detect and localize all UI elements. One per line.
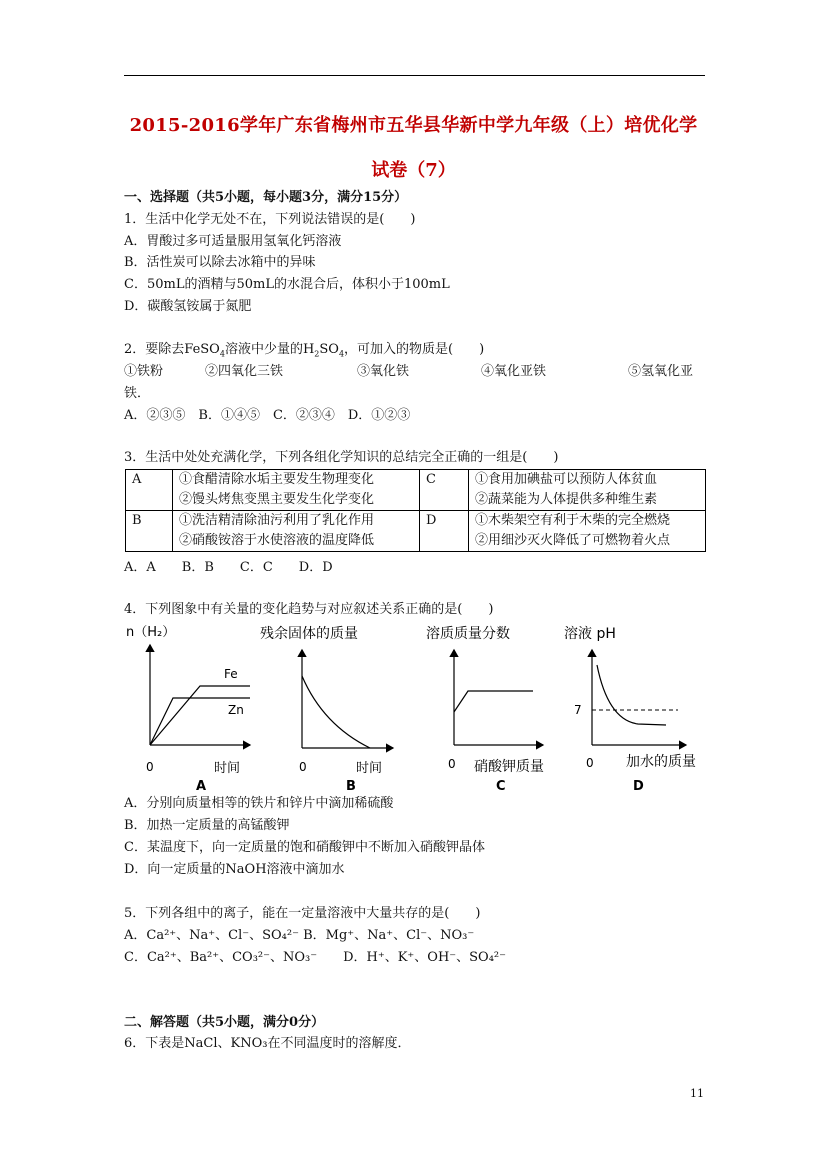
graph-d-origin: 0 <box>586 756 594 770</box>
q2-items <box>124 364 704 380</box>
graph-b-origin: 0 <box>299 760 307 774</box>
q4-option-a: A．分别向质量相等的铁片和锌片中滴加稀硫酸 <box>124 796 394 811</box>
graph-a-letter: A <box>196 779 207 794</box>
graph-a-xlabel: 时间 <box>214 761 241 776</box>
q3-cell-d: ①木柴架空有利于木柴的完全燃烧 ②用细沙灭火降低了可燃物着火点 <box>469 511 706 552</box>
graph-a-ylabel: n（H₂） <box>126 625 176 640</box>
q1-option-d: D．碳酸氢铵属于氮肥 <box>124 299 252 314</box>
graph-a <box>126 625 250 794</box>
graph-b-ylabel: 残余固体的质量 <box>260 626 358 642</box>
graph-d <box>564 625 696 794</box>
q3-cell-a: ①食醋清除水垢主要发生物理变化 ②馒头烤焦变黑主要发生化学变化 <box>173 470 420 511</box>
q5-stem: 5．下列各组中的离子，能在一定量溶液中大量共存的是( ) <box>124 906 481 921</box>
q3-cell-d-label: D <box>420 511 469 552</box>
q4-graphs <box>118 620 718 798</box>
q2-item-5: ⑤氢氧化亚 <box>628 364 694 379</box>
q1-option-a: A．胃酸过多可适量服用氢氧化钙溶液 <box>124 234 342 249</box>
q5-options-cd: C．Ca²⁺、Ba²⁺、CO₃²⁻、NO₃⁻ D．H⁺、K⁺、OH⁻、SO₄²⁻ <box>124 950 506 965</box>
document-title-line1: 2015-2016学年广东省梅州市五华县华新中学九年级（上）培优化学 <box>129 115 698 136</box>
q2-item-4: ④氧化亚铁 <box>481 364 547 379</box>
q4-option-d: D．向一定质量的NaOH溶液中滴加水 <box>124 862 345 877</box>
q3-cell-c-label: C <box>420 470 469 511</box>
q2-item-1: ①铁粉 <box>124 364 164 379</box>
graph-c-letter: C <box>496 779 506 794</box>
graph-c-curve <box>454 691 533 712</box>
q4-option-c: C．某温度下，向一定质量的饱和硝酸钾中不断加入硝酸钾晶体 <box>124 840 485 855</box>
graph-b-curve <box>302 676 370 748</box>
q3-table <box>125 469 706 552</box>
q4-option-b: B．加热一定质量的高锰酸钾 <box>124 818 290 833</box>
graph-b <box>260 625 393 794</box>
q3-cell-c: ①食用加碘盐可以预防人体贫血 ②蔬菜能为人体提供多种维生素 <box>469 470 706 511</box>
q2-items-cont: 铁． <box>124 386 151 401</box>
graph-d-mark-7: 7 <box>574 703 582 717</box>
q6-stem: 6．下表是NaCl、KNO₃在不同温度时的溶解度． <box>124 1036 411 1051</box>
header-rule <box>124 75 705 76</box>
q1-option-c: C．50mL的酒精与50mL的水混合后，体积小于100mL <box>124 277 450 292</box>
graph-d-letter: D <box>633 779 644 794</box>
graph-c-xlabel: 硝酸钾质量 <box>474 759 544 775</box>
q3-choices: A．A B．B C．C D．D <box>124 560 333 575</box>
q5-options-ab: A．Ca²⁺、Na⁺、Cl⁻、SO₄²⁻ B．Mg⁺、Na⁺、Cl⁻、NO₃⁻ <box>124 928 475 943</box>
graph-a-zn-label: Zn <box>228 703 244 717</box>
q1-stem: 1．生活中化学无处不在，下列说法错误的是( ) <box>124 212 416 227</box>
graph-a-fe-label: Fe <box>224 667 238 681</box>
q2-stem: 2．要除去FeSO$_4$溶液中少量的$H_2SO_4$，可加入的物质是( ) <box>124 342 485 359</box>
section2-heading: 二、解答题（共5小题，满分0分） <box>124 1015 325 1030</box>
graph-d-curve <box>597 665 666 725</box>
q2-item-3: ③氧化铁 <box>357 364 410 379</box>
graph-c-ylabel: 溶质质量分数 <box>426 626 510 642</box>
q2-item-2: ②四氧化三铁 <box>205 364 284 379</box>
graph-b-letter: B <box>346 779 356 794</box>
graph-d-ylabel: 溶液 pH <box>564 626 616 642</box>
q3-stem: 3．生活中处处充满化学，下列各组化学知识的总结完全正确的一组是( ) <box>124 450 559 465</box>
q3-cell-b-label: B <box>126 511 173 552</box>
graph-d-xlabel: 加水的质量 <box>626 754 696 770</box>
q3-cell-a-label: A <box>126 470 173 511</box>
document-title-line2: 试卷（7） <box>371 160 456 181</box>
page-number: 11 <box>690 1087 704 1100</box>
q2-choices: A．②③⑤ B．①④⑤ C．②③④ D．①②③ <box>124 408 411 423</box>
q4-stem: 4．下列图象中有关量的变化趋势与对应叙述关系正确的是( ) <box>124 602 494 617</box>
section1-heading: 一、选择题（共5小题，每小题3分，满分15分） <box>124 190 408 205</box>
graph-c <box>426 625 544 794</box>
q3-cell-b: ①洗洁精清除油污利用了乳化作用 ②硝酸铵溶于水使溶液的温度降低 <box>173 511 420 552</box>
graph-c-origin: 0 <box>448 757 456 771</box>
graph-a-origin: 0 <box>146 760 154 774</box>
q1-option-b: B．活性炭可以除去冰箱中的异味 <box>124 255 316 270</box>
graph-b-xlabel: 时间 <box>356 761 383 776</box>
